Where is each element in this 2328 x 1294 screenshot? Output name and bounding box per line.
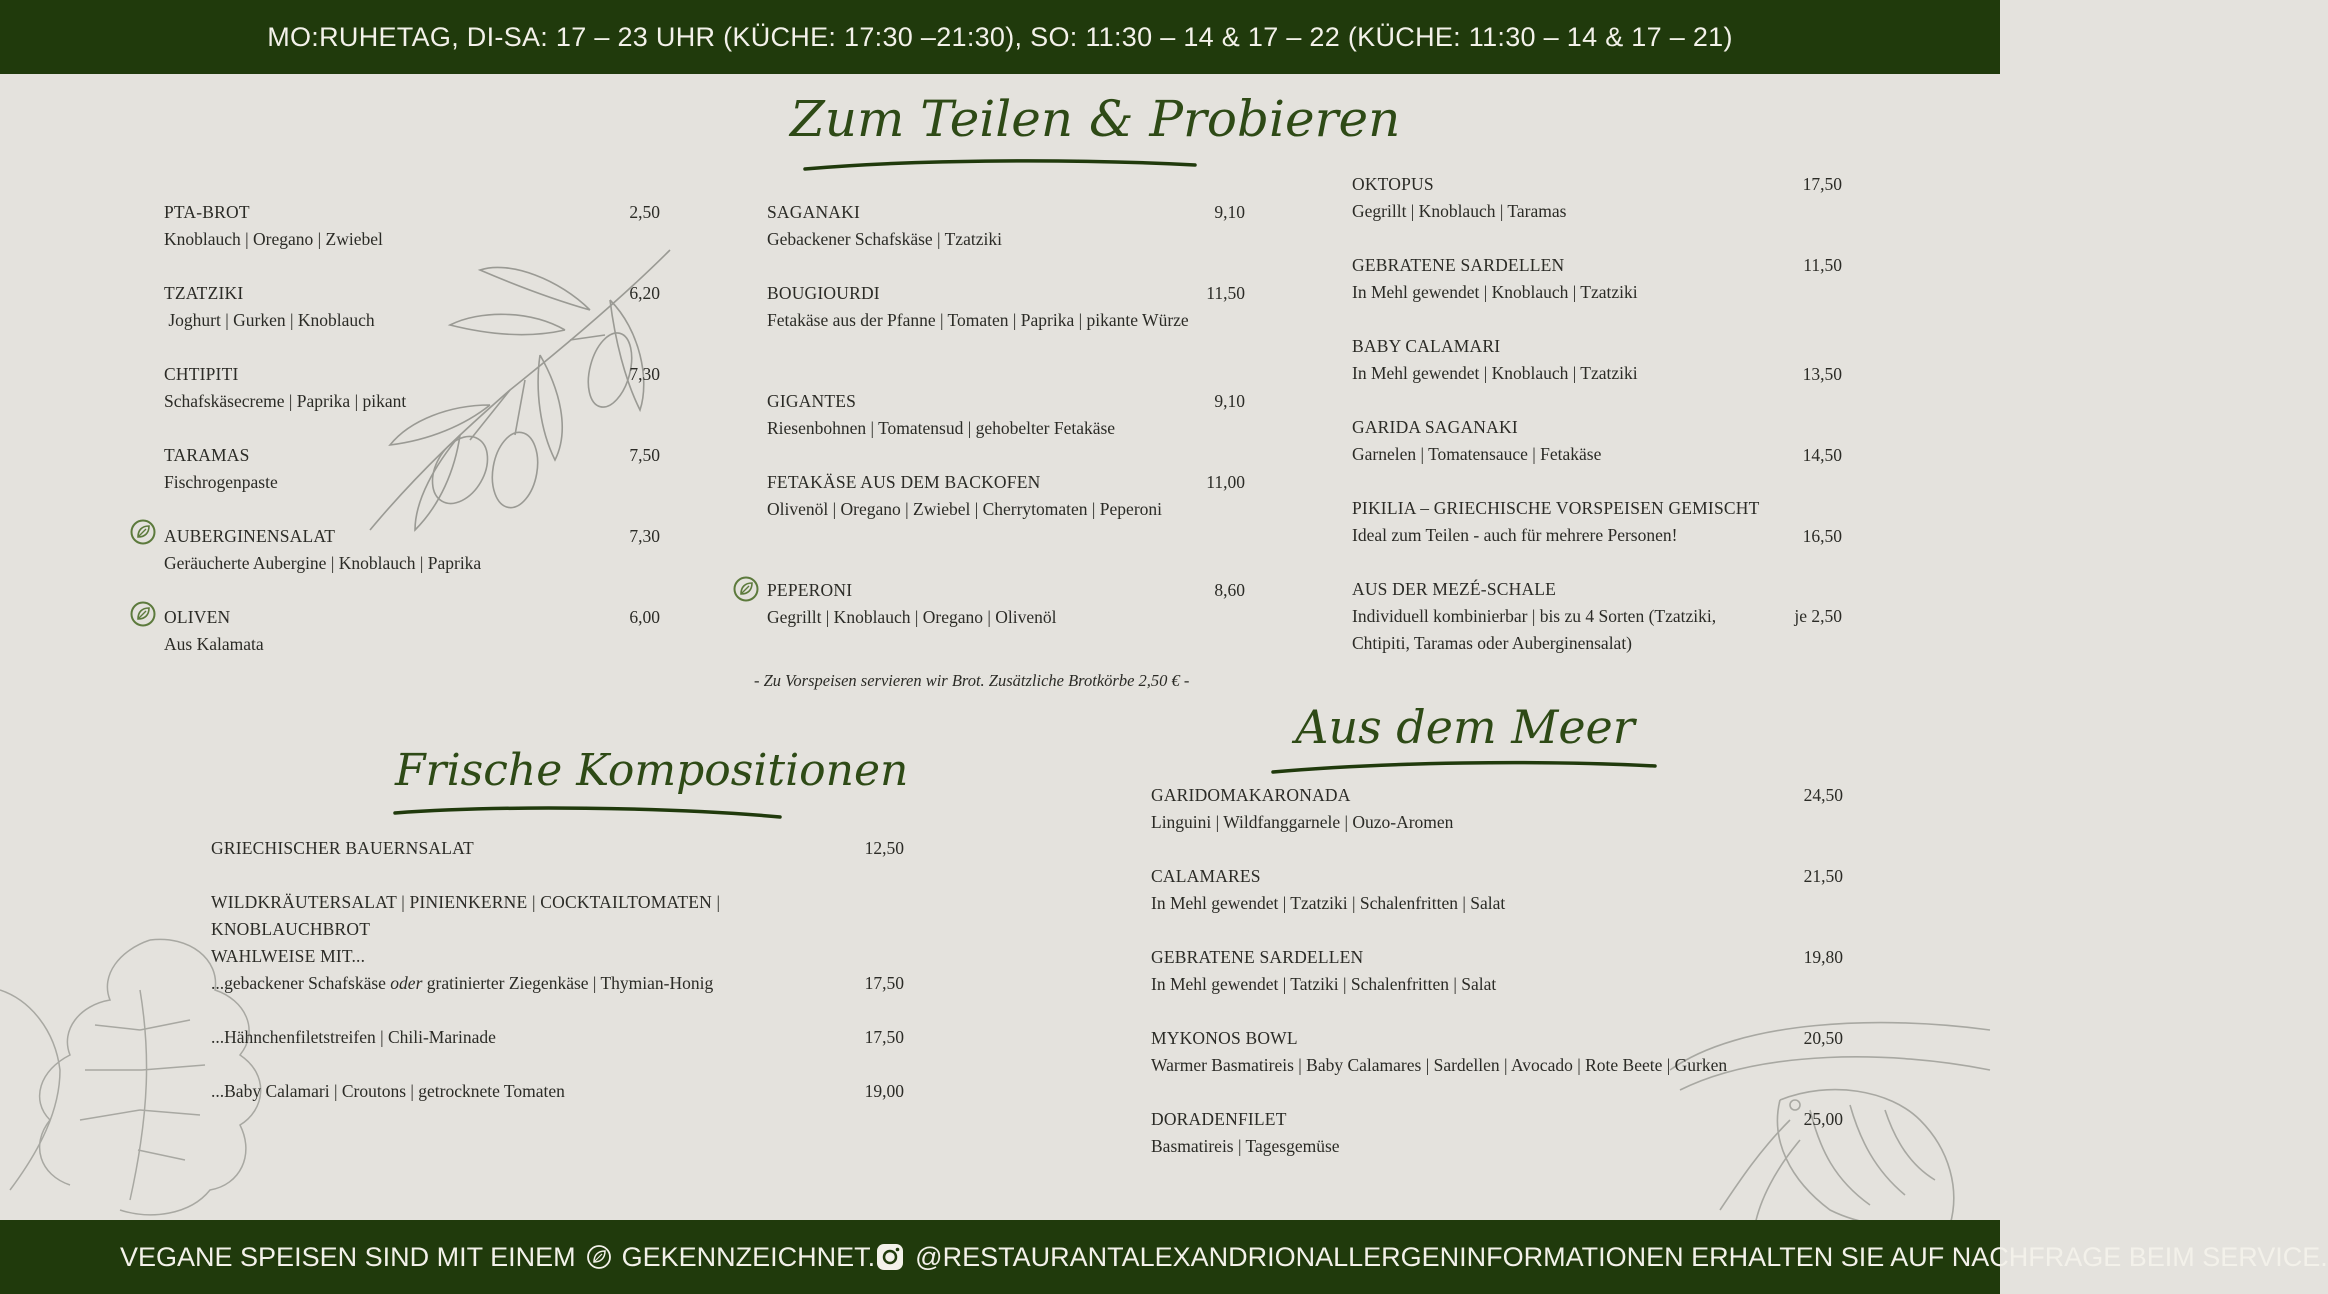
item-price: 17,50 [1802, 174, 1842, 194]
item-name: SAGANAKI [767, 202, 860, 222]
item-name: BOUGIOURDI [767, 283, 880, 303]
item-description: Schafskäsecreme | Paprika | pikant [164, 391, 407, 411]
option-text: gratinierter Ziegenkäse | Thymian-Honig [422, 973, 714, 993]
item-price: 9,10 [1214, 391, 1245, 411]
item-price: 2,50 [629, 202, 660, 222]
item-name: GEBRATENE SARDELLEN [1352, 255, 1565, 275]
title-underline [800, 155, 1200, 175]
item-description: Gebackener Schafskäse | Tzatziki [767, 229, 1002, 249]
item-description: Individuell kombinierbar | bis zu 4 Sorten (Tzatziki, Chtipiti, Taramas oder Auberginensalat) [1352, 606, 1717, 653]
item-price: 24,50 [1803, 785, 1843, 805]
instagram-handle[interactable] [875, 1242, 1315, 1273]
item-description: Ideal zum Teilen - auch für mehrere Personen! [1352, 525, 1678, 545]
menu-item [211, 835, 474, 862]
item-price: 7,30 [629, 364, 660, 384]
menu-item [1352, 414, 1772, 468]
footer-bar [0, 1220, 2328, 1294]
menu-item [1352, 495, 1772, 549]
item-description: Olivenöl | Oregano | Zwiebel | Cherrytomaten | Peperoni [767, 499, 1163, 519]
item-name: BABY CALAMARI [1352, 336, 1501, 356]
item-price: 21,50 [1803, 866, 1843, 886]
menu-item [164, 199, 383, 253]
item-description: Gegrillt | Knoblauch | Oregano | Olivenöl [767, 607, 1057, 627]
opening-hours-bar [0, 0, 2000, 74]
item-name: CALAMARES [1151, 866, 1261, 886]
item-price: 9,10 [1214, 202, 1245, 222]
item-name: CHTIPITI [164, 364, 239, 384]
menu-item [767, 388, 1207, 442]
title-underline [1268, 758, 1660, 778]
item-price: 7,30 [629, 526, 660, 546]
menu-option [211, 1024, 496, 1051]
item-price: 17,50 [864, 1027, 904, 1047]
menu-item [164, 280, 375, 334]
vegan-leaf-icon [130, 519, 156, 545]
item-name: GARIDA SAGANAKI [1352, 417, 1518, 437]
item-price: 14,50 [1802, 445, 1842, 465]
item-description: Knoblauch | Oregano | Zwiebel [164, 229, 383, 249]
instagram-icon [875, 1242, 905, 1272]
item-description: Joghurt | Gurken | Knoblauch [164, 310, 375, 330]
menu-item [1151, 944, 1801, 998]
item-description: Garnelen | Tomatensauce | Fetakäse [1352, 444, 1602, 464]
vegan-leaf-icon [733, 576, 759, 602]
menu-item [164, 523, 481, 577]
item-price: 8,60 [1214, 580, 1245, 600]
item-price: 25,00 [1803, 1109, 1843, 1129]
allergen-notice-text: ALLERGENINFORMATIONEN ERHALTEN SIE AUF NACHFRAGE BEIM SERVICE. [1315, 1241, 2328, 1272]
menu-item [164, 361, 406, 415]
bread-note: - Zu Vorspeisen servieren wir Brot. Zusätzliche Brotkörbe 2,50 € - [754, 671, 1190, 690]
menu-item [211, 889, 871, 970]
item-description: In Mehl gewendet | Knoblauch | Tzatziki [1352, 363, 1638, 383]
menu-item [1352, 171, 1772, 225]
menu-item [164, 604, 264, 658]
item-description: In Mehl gewendet | Tzatziki | Schalenfritten | Salat [1151, 893, 1506, 913]
item-price: 11,50 [1803, 255, 1842, 275]
item-name: GRIECHISCHER BAUERNSALAT [211, 838, 474, 858]
allergen-notice [1315, 1242, 2328, 1273]
item-description: In Mehl gewendet | Tatziki | Schalenfritten | Salat [1151, 974, 1497, 994]
menu-item [1151, 782, 1801, 836]
menu-item [767, 199, 1207, 253]
item-name: OLIVEN [164, 607, 231, 627]
item-name: TARAMAS [164, 445, 250, 465]
item-name: AUS DER MEZÉ-SCHALE [1352, 579, 1557, 599]
option-text: ...gebackener Schafskäse [211, 973, 391, 993]
vegan-notice [120, 1242, 875, 1273]
menu-item [767, 469, 1167, 523]
instagram-handle-text[interactable]: @RESTAURANTALEXANDRION [915, 1241, 1316, 1272]
vegan-notice-text: VEGANE SPEISEN SIND MIT EINEM [120, 1241, 576, 1272]
item-description: Basmatireis | Tagesgemüse [1151, 1136, 1340, 1156]
item-price: 6,00 [629, 607, 660, 627]
menu-item [767, 280, 1207, 334]
option-emphasis: oder [390, 973, 423, 993]
section-title-teilen: Zum Teilen & Probieren [790, 90, 1401, 148]
item-name: OKTOPUS [1352, 174, 1434, 194]
item-subline: WAHLWEISE MIT... [211, 946, 366, 966]
item-name: PIKILIA – GRIECHISCHE VORSPEISEN GEMISCHT [1352, 498, 1760, 518]
item-price: 16,50 [1802, 526, 1842, 546]
vegan-leaf-icon [130, 601, 156, 627]
item-name: GARIDOMAKARONADA [1151, 785, 1351, 805]
menu-item [1352, 252, 1772, 306]
item-description: Warmer Basmatireis | Baby Calamares | Sardellen | Avocado | Rote Beete | Gurken [1151, 1055, 1728, 1075]
menu-item [164, 442, 278, 496]
item-name: WILDKRÄUTERSALAT | PINIENKERNE | COCKTAILTOMATEN | KNOBLAUCHBROT [211, 892, 721, 939]
item-description: Fetakäse aus der Pfanne | Tomaten | Paprika | pikante Würze [767, 310, 1189, 330]
item-name: GEBRATENE SARDELLEN [1151, 947, 1364, 967]
section-title-frisch: Frische Kompositionen [395, 745, 909, 796]
item-price: 13,50 [1802, 364, 1842, 384]
menu-item [1151, 1106, 1801, 1160]
item-description: Aus Kalamata [164, 634, 264, 654]
item-price: 12,50 [864, 838, 904, 858]
item-description: Riesenbohnen | Tomatensud | gehobelter Fetakäse [767, 418, 1116, 438]
item-price: 17,50 [864, 973, 904, 993]
item-price: 11,50 [1206, 283, 1245, 303]
item-description: Fischrogenpaste [164, 472, 278, 492]
menu-option [211, 970, 713, 997]
item-description: Linguini | Wildfanggarnele | Ouzo-Aromen [1151, 812, 1454, 832]
menu-item [1151, 863, 1801, 917]
item-price: 7,50 [629, 445, 660, 465]
title-underline [390, 803, 785, 823]
menu-item [1352, 333, 1772, 387]
item-price: 11,00 [1206, 472, 1245, 492]
option-text: ...Baby Calamari | Croutons | getrocknete Tomaten [211, 1081, 565, 1101]
item-name: MYKONOS BOWL [1151, 1028, 1298, 1048]
item-name: DORADENFILET [1151, 1109, 1287, 1129]
item-price: 19,80 [1803, 947, 1843, 967]
item-price: 20,50 [1803, 1028, 1843, 1048]
leaf-icon [586, 1244, 612, 1270]
item-name: TZATZIKI [164, 283, 244, 303]
item-price: 19,00 [864, 1081, 904, 1101]
item-description: In Mehl gewendet | Knoblauch | Tzatziki [1352, 282, 1638, 302]
item-name: FETAKÄSE AUS DEM BACKOFEN [767, 472, 1041, 492]
item-name: AUBERGINENSALAT [164, 526, 336, 546]
item-description: Geräucherte Aubergine | Knoblauch | Paprika [164, 553, 482, 573]
item-price: 6,20 [629, 283, 660, 303]
item-price: je 2,50 [1794, 606, 1842, 626]
menu-item [1352, 576, 1772, 657]
menu-option [211, 1078, 565, 1105]
option-text: ...Hähnchenfiletstreifen | Chili-Marinade [211, 1027, 496, 1047]
opening-hours-text: MO:RUHETAG, DI-SA: 17 – 23 UHR (KÜCHE: 17:30 –21:30), SO: 11:30 – 14 & 17 – 22 (KÜCHE: 11:30 – 14 & 17 – 21) [267, 21, 1733, 52]
item-description: Gegrillt | Knoblauch | Taramas [1352, 201, 1567, 221]
item-name: PTA-BROT [164, 202, 250, 222]
menu-item [767, 577, 1207, 631]
item-name: PEPERONI [767, 580, 853, 600]
section-title-meer: Aus dem Meer [1295, 700, 1635, 754]
item-name: GIGANTES [767, 391, 857, 411]
vegan-notice-text: GEKENNZEICHNET. [621, 1241, 876, 1272]
